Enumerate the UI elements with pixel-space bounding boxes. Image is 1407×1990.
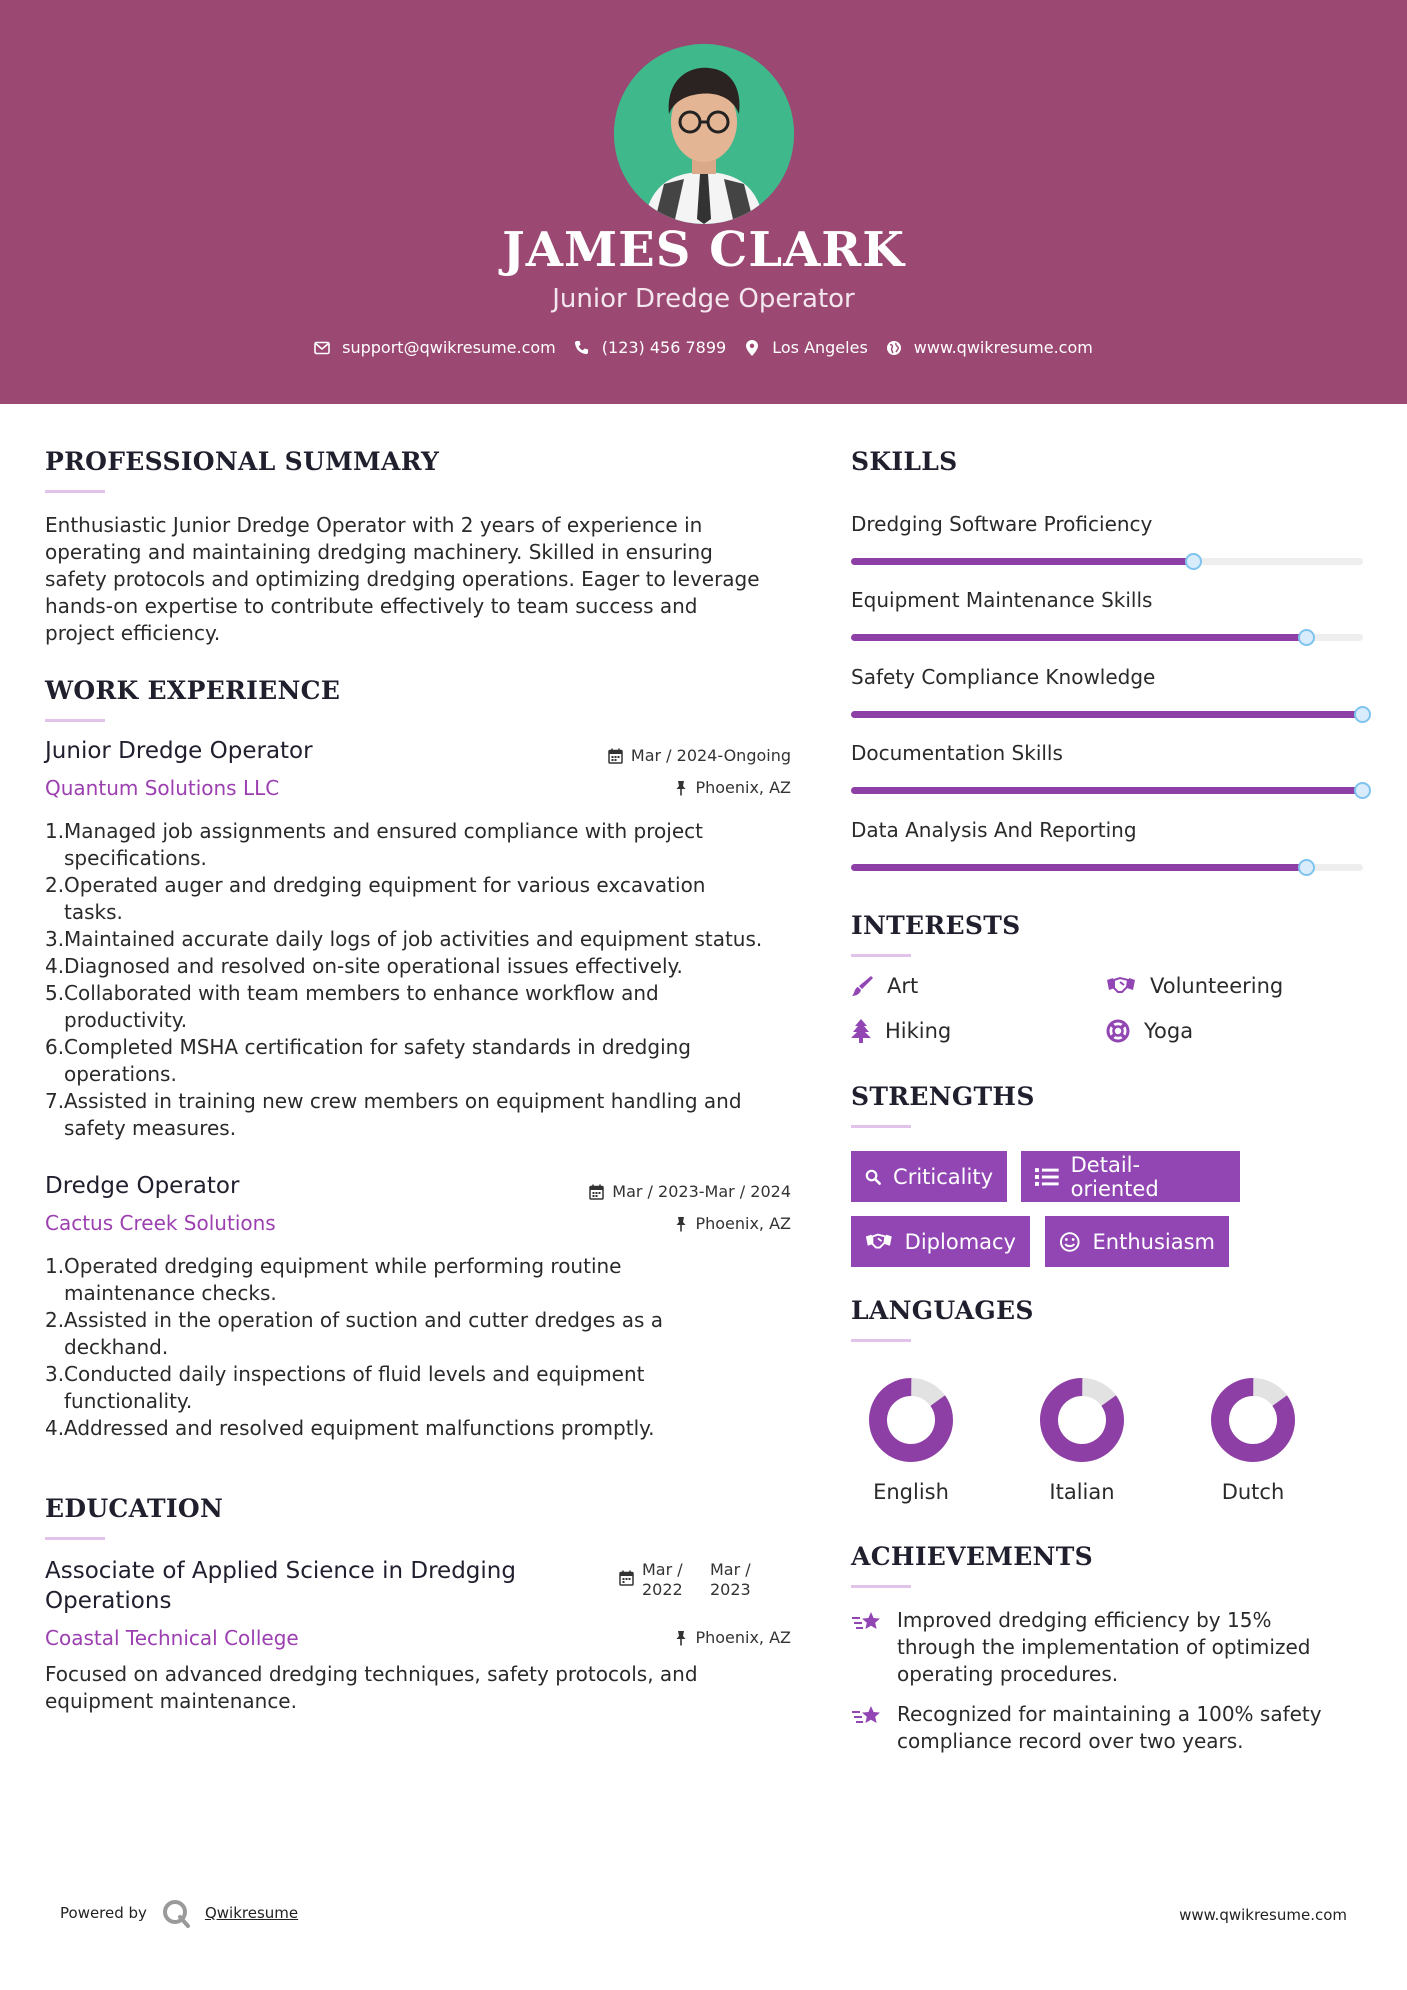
candidate-name: JAMES CLARK (502, 222, 905, 278)
education-location-text: Phoenix, AZ (695, 1628, 791, 1647)
pushpin-icon (675, 780, 687, 796)
skill-bar-fill (851, 634, 1307, 641)
language-ring (1210, 1377, 1296, 1463)
list-item: 1. Operated dredging equipment while performing routine maintenance checks. (45, 1254, 622, 1305)
list-item: 3. Maintained accurate daily logs of job activities and equipment status. (45, 927, 763, 951)
end-year: 2023 (710, 1580, 751, 1599)
list-item: 2. Assisted in the operation of suction and cutter dredges as a deckhand. (45, 1308, 664, 1359)
shooting-star-icon (851, 1703, 883, 1729)
resume-header (0, 0, 1407, 404)
interest-label: Yoga (1144, 1019, 1194, 1043)
search-icon (865, 1166, 881, 1188)
achievement-item (851, 1607, 1351, 1688)
list-item: 6. Completed MSHA certification for safety standards in dredging operations. (45, 1035, 692, 1086)
start-year: 2022 (642, 1580, 683, 1599)
skill-bar-handle (1298, 859, 1315, 876)
skill-label: Equipment Maintenance Skills (851, 588, 1153, 612)
job-location (500, 778, 791, 797)
skill-label: Dredging Software Proficiency (851, 512, 1153, 536)
achievement-line: operating procedures. (897, 1662, 1119, 1686)
education-description (45, 1661, 805, 1715)
calendar-icon (608, 748, 623, 764)
job-location-text: Phoenix, AZ (695, 778, 791, 797)
strength-enthusiasm (1045, 1216, 1229, 1267)
skill-bar (851, 864, 1363, 871)
interests-heading: INTERESTS (851, 911, 1021, 940)
strengths-heading: STRENGTHS (851, 1082, 1035, 1111)
education-heading: EDUCATION (45, 1494, 224, 1523)
skill-label: Documentation Skills (851, 741, 1063, 765)
summary-line: safety protocols and optimizing dredging operations. Eager to leverage (45, 567, 760, 591)
pushpin-icon (675, 1630, 687, 1646)
achievement-line: Improved dredging efficiency by 15% (897, 1608, 1272, 1632)
skill-bar-fill (851, 711, 1363, 718)
contact-email[interactable] (314, 338, 556, 357)
phone-icon (574, 340, 590, 356)
end-month: Mar / (710, 1560, 751, 1579)
interests-divider (851, 954, 911, 957)
degree-line: Associate of Applied Science in Dredging (45, 1558, 516, 1584)
phone-text: (123) 456 7899 (601, 338, 727, 357)
job-location-text: Phoenix, AZ (695, 1214, 791, 1233)
contact-location (744, 338, 868, 357)
summary-line: operating and maintaining dredging machinery. Skilled in ensuring (45, 540, 713, 564)
achievement-item (851, 1701, 1351, 1755)
email-text: support@qwikresume.com (342, 338, 556, 357)
pushpin-icon (675, 1216, 687, 1232)
contact-website[interactable] (886, 338, 1093, 357)
strength-label: Diplomacy (904, 1229, 1016, 1254)
skill-bar-handle (1354, 706, 1371, 723)
skill-bar (851, 634, 1363, 641)
education-dates (619, 1560, 751, 1600)
strength-label: Detail-oriented (1070, 1152, 1159, 1201)
shooting-star-icon (851, 1609, 883, 1635)
language-ring-fill (1039, 1377, 1125, 1463)
contact-bar (0, 338, 1407, 357)
language-ring (1039, 1377, 1125, 1463)
tree-icon (851, 1019, 871, 1043)
handshake-icon (865, 1232, 893, 1252)
skill-bar-handle (1354, 782, 1371, 799)
skill-bar-fill (851, 558, 1194, 565)
footer-powered-by (60, 1898, 298, 1928)
interest-hiking (851, 1019, 951, 1043)
job-dates-text: Mar / 2024-Ongoing (630, 746, 791, 765)
achievements-heading: ACHIEVEMENTS (851, 1542, 1093, 1571)
skill-bar (851, 558, 1363, 565)
skill-bar (851, 787, 1363, 794)
skill-bar-fill (851, 864, 1307, 871)
experience-heading: WORK EXPERIENCE (45, 676, 341, 705)
skill-bar (851, 711, 1363, 718)
languages-heading: LANGUAGES (851, 1296, 1034, 1325)
list-item: 5. Collaborated with team members to enhance workflow and productivity. (45, 981, 659, 1032)
location-text: Los Angeles (772, 338, 868, 357)
summary-heading: PROFESSIONAL SUMMARY (45, 447, 440, 476)
interest-label: Art (887, 974, 919, 998)
strength-diplomacy (851, 1216, 1030, 1267)
calendar-icon (589, 1184, 604, 1200)
strength-detail-oriented (1021, 1151, 1240, 1202)
summary-line: project efficiency. (45, 621, 221, 645)
skill-bar-handle (1298, 629, 1315, 646)
skill-label: Safety Compliance Knowledge (851, 665, 1156, 689)
interest-yoga (1106, 1019, 1193, 1043)
skill-label: Data Analysis And Reporting (851, 818, 1137, 842)
list-item: 4. Diagnosed and resolved on-site operational issues effectively. (45, 954, 683, 978)
language-label: Italian (1049, 1480, 1115, 1504)
degree-line: Operations (45, 1588, 172, 1614)
language-ring (868, 1377, 954, 1463)
interest-art (851, 974, 918, 998)
interest-volunteering (1106, 974, 1283, 998)
job-dates (500, 1182, 791, 1201)
job-role: Junior Dredge Operator (45, 738, 313, 764)
skills-heading: SKILLS (851, 447, 958, 476)
job-role: Dredge Operator (45, 1173, 240, 1199)
achievements-divider (851, 1585, 911, 1588)
education-desc-line: Focused on advanced dredging techniques, safety protocols, and (45, 1662, 698, 1686)
strength-criticality (851, 1151, 1007, 1202)
list-item: 2. Operated auger and dredging equipment for various excavation tasks. (45, 873, 706, 924)
language-ring-fill (868, 1377, 954, 1463)
skill-bar-fill (851, 787, 1363, 794)
website-text: www.qwikresume.com (913, 338, 1093, 357)
paintbrush-icon (851, 975, 873, 997)
person-avatar-icon (614, 44, 794, 224)
contact-phone[interactable] (574, 338, 726, 357)
qwikresume-link[interactable]: Qwikresume (204, 1904, 299, 1922)
job-dates-text: Mar / 2023-Mar / 2024 (612, 1182, 791, 1201)
start-month: Mar / (642, 1560, 683, 1579)
envelope-icon (314, 340, 330, 356)
interest-label: Volunteering (1150, 974, 1284, 998)
achievement-line: compliance record over two years. (897, 1729, 1244, 1753)
education-location (500, 1628, 791, 1647)
handshake-icon (1106, 976, 1136, 996)
list-icon (1035, 1167, 1059, 1187)
education-divider (45, 1537, 105, 1540)
footer-website-link[interactable]: www.qwikresume.com (1179, 1906, 1347, 1924)
experience-divider (45, 719, 105, 722)
list-item: 3. Conducted daily inspections of fluid levels and equipment functionality. (45, 1362, 645, 1413)
language-label: English (873, 1480, 949, 1504)
language-label: Dutch (1221, 1480, 1285, 1504)
achievement-line: through the implementation of optimized (897, 1635, 1311, 1659)
education-desc-line: equipment maintenance. (45, 1689, 297, 1713)
job-dates (500, 746, 791, 765)
powered-by-text: Powered by (60, 1904, 147, 1922)
languages-divider (851, 1339, 911, 1342)
summary-divider (45, 490, 105, 493)
education-degree (45, 1556, 605, 1616)
candidate-title: Junior Dredge Operator (552, 284, 855, 314)
list-item: 4. Addressed and resolved equipment malfunctions promptly. (45, 1416, 655, 1440)
job-company: Cactus Creek Solutions (45, 1211, 276, 1235)
job-location (500, 1214, 791, 1233)
summary-line: Enthusiastic Junior Dredge Operator with 2 years of experience in (45, 513, 703, 537)
job-duties-list (45, 818, 805, 1142)
achievement-line: Recognized for maintaining a 100% safety (897, 1702, 1322, 1726)
summary-text (45, 512, 805, 647)
education-school: Coastal Technical College (45, 1626, 299, 1650)
strengths-divider (851, 1125, 911, 1128)
strength-label: Enthusiasm (1092, 1229, 1215, 1254)
globe-icon (886, 340, 902, 356)
qwikresume-logo-icon (161, 1898, 191, 1928)
lifering-icon (1106, 1019, 1130, 1043)
job-duties-list (45, 1253, 805, 1442)
skill-bar-handle (1185, 553, 1202, 570)
calendar-icon (619, 1570, 634, 1586)
map-pin-icon (744, 340, 760, 356)
list-item: 1. Managed job assignments and ensured compliance with project specifications. (45, 819, 703, 870)
smile-icon (1059, 1231, 1081, 1253)
job-company: Quantum Solutions LLC (45, 776, 280, 800)
strength-label: Criticality (893, 1164, 993, 1189)
interest-label: Hiking (885, 1019, 952, 1043)
list-item: 7. Assisted in training new crew members on equipment handling and safety measures. (45, 1089, 742, 1140)
summary-line: hands-on expertise to contribute effectively to team success and (45, 594, 698, 618)
language-ring-fill (1210, 1377, 1296, 1463)
profile-photo (614, 44, 794, 224)
